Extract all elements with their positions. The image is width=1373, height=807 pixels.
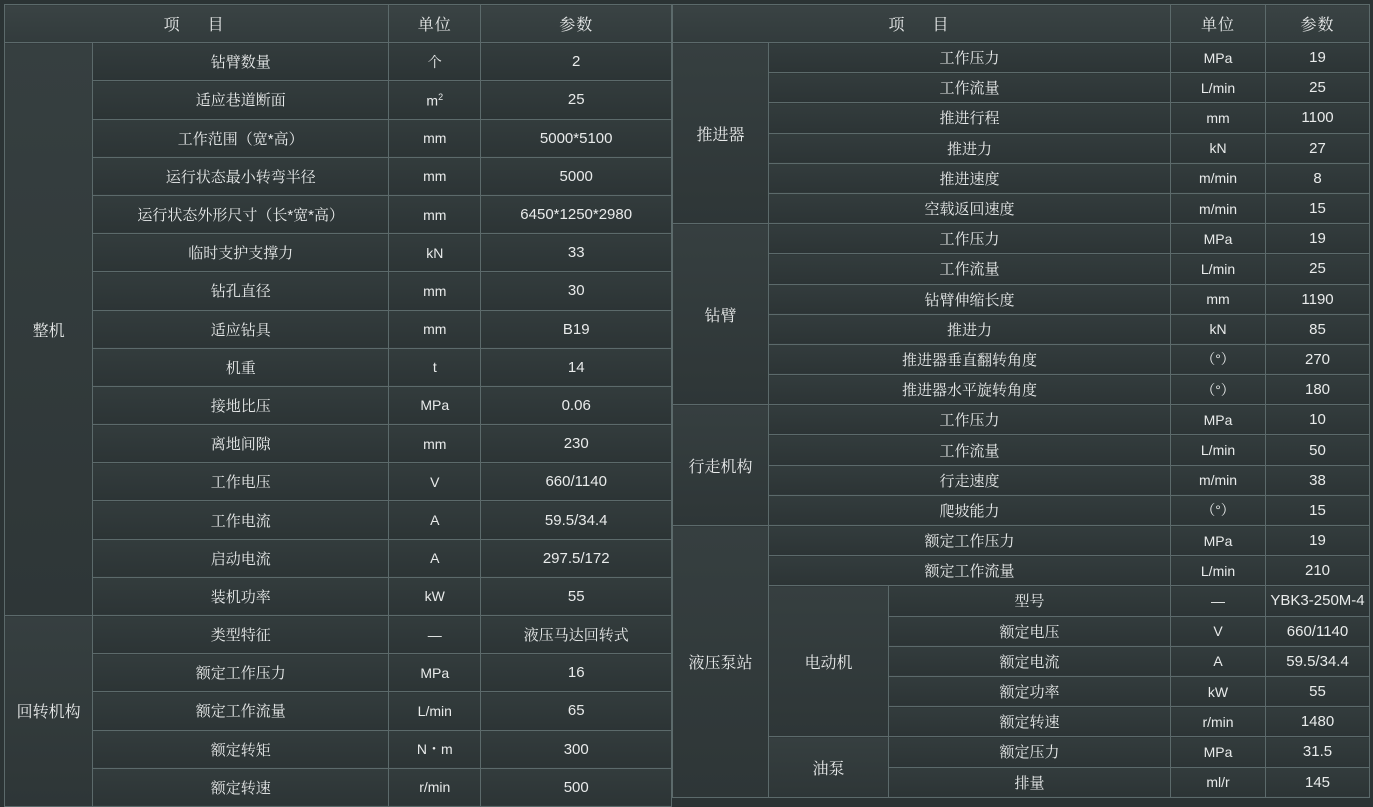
param-label-cell: 排量: [889, 767, 1171, 797]
param-label-cell: 额定工作压力: [769, 526, 1171, 556]
param-value-cell: 15: [1266, 495, 1370, 525]
table-header-row: [5, 5, 672, 43]
param-value-cell: 19: [1266, 224, 1370, 254]
table-row: [673, 526, 1370, 556]
unit-cell: kN: [389, 234, 481, 272]
param-value-cell: 5000*5100: [481, 119, 672, 157]
table-row: [5, 768, 672, 806]
param-value-cell: 145: [1266, 767, 1370, 797]
param-label-cell: 推进力: [769, 314, 1171, 344]
param-label-cell: 额定电流: [889, 646, 1171, 676]
unit-cell: kW: [1171, 676, 1266, 706]
param-label-cell: 钻孔直径: [93, 272, 389, 310]
unit-cell: A: [389, 539, 481, 577]
param-value-cell: 85: [1266, 314, 1370, 344]
unit-cell: m/min: [1171, 193, 1266, 223]
table-row: [673, 344, 1370, 374]
header-param-cell: 参数: [481, 5, 672, 43]
param-label-cell: 额定转矩: [93, 730, 389, 768]
param-label-cell: 临时支护支撑力: [93, 234, 389, 272]
param-label-cell: 工作范围（宽*高）: [93, 119, 389, 157]
param-value-cell: 180: [1266, 375, 1370, 405]
param-label-cell: 工作压力: [769, 43, 1171, 73]
param-label-cell: 额定工作压力: [93, 654, 389, 692]
param-value-cell: 15: [1266, 193, 1370, 223]
param-value-cell: 31.5: [1266, 737, 1370, 767]
param-label-cell: 额定转速: [93, 768, 389, 806]
param-value-cell: 0.06: [481, 386, 672, 424]
param-value-cell: 液压马达回转式: [481, 616, 672, 654]
table-row: [5, 539, 672, 577]
unit-cell: mm: [1171, 284, 1266, 314]
unit-cell: $m^2$: [389, 81, 481, 119]
table-row: [5, 43, 672, 81]
unit-superscript: 2: [438, 91, 444, 102]
param-value-cell: B19: [481, 310, 672, 348]
param-value-cell: 1190: [1266, 284, 1370, 314]
unit-cell: N・m: [389, 730, 481, 768]
unit-cell: —: [1171, 586, 1266, 616]
table-row: [673, 586, 1370, 616]
param-value-cell: 660/1140: [481, 463, 672, 501]
param-value-cell: 30: [481, 272, 672, 310]
subgroup-label-cell: 电动机: [769, 586, 889, 737]
param-label-cell: 钻臂数量: [93, 43, 389, 81]
param-label-cell: 推进力: [769, 133, 1171, 163]
param-label-cell: 接地比压: [93, 386, 389, 424]
unit-cell: MPa: [1171, 43, 1266, 73]
unit-cell: （°）: [1171, 344, 1266, 374]
param-label-cell: 推进器垂直翻转角度: [769, 344, 1171, 374]
right-spec-table-wrap: [672, 0, 1373, 803]
unit-cell: mm: [389, 272, 481, 310]
param-value-cell: 1100: [1266, 103, 1370, 133]
param-label-cell: 类型特征: [93, 616, 389, 654]
unit-cell: V: [1171, 616, 1266, 646]
param-label-cell: 启动电流: [93, 539, 389, 577]
param-label-cell: 适应巷道断面: [93, 81, 389, 119]
param-value-cell: 65: [481, 692, 672, 730]
param-value-cell: 5000: [481, 157, 672, 195]
table-row: [5, 348, 672, 386]
unit-cell: m/min: [1171, 465, 1266, 495]
unit-cell: L/min: [1171, 254, 1266, 284]
unit-cell: m/min: [1171, 163, 1266, 193]
param-value-cell: 2: [481, 43, 672, 81]
header-item-cell: 项 目: [673, 5, 1171, 43]
unit-cell: MPa: [1171, 737, 1266, 767]
unit-cell: MPa: [389, 654, 481, 692]
table-row: [5, 81, 672, 119]
param-label-cell: 工作流量: [769, 254, 1171, 284]
header-item-cell: 项 目: [5, 5, 389, 43]
unit-cell: MPa: [1171, 224, 1266, 254]
param-label-cell: 工作压力: [769, 405, 1171, 435]
param-label-cell: 工作流量: [769, 435, 1171, 465]
param-label-cell: 钻臂伸缩长度: [769, 284, 1171, 314]
group-label-cell: 回转机构: [5, 616, 93, 807]
param-value-cell: 6450*1250*2980: [481, 195, 672, 233]
param-label-cell: 离地间隙: [93, 425, 389, 463]
unit-cell: mm: [389, 157, 481, 195]
unit-cell: r/min: [1171, 707, 1266, 737]
unit-cell: mm: [389, 119, 481, 157]
param-value-cell: 19: [1266, 526, 1370, 556]
param-value-cell: 55: [1266, 676, 1370, 706]
unit-cell: ml/r: [1171, 767, 1266, 797]
param-value-cell: 59.5/34.4: [481, 501, 672, 539]
param-label-cell: 工作流量: [769, 73, 1171, 103]
param-label-cell: 推进器水平旋转角度: [769, 375, 1171, 405]
param-value-cell: 25: [1266, 73, 1370, 103]
table-row: [673, 556, 1370, 586]
param-value-cell: 1480: [1266, 707, 1370, 737]
group-label-cell: 整机: [5, 43, 93, 616]
param-label-cell: 工作电压: [93, 463, 389, 501]
unit-cell: （°）: [1171, 495, 1266, 525]
param-value-cell: 38: [1266, 465, 1370, 495]
table-header-row: [673, 5, 1370, 43]
param-value-cell: 10: [1266, 405, 1370, 435]
left-spec-table-wrap: [0, 0, 672, 803]
table-row: [5, 119, 672, 157]
table-row: [5, 234, 672, 272]
unit-cell: V: [389, 463, 481, 501]
param-value-cell: 660/1140: [1266, 616, 1370, 646]
unit-cell: （°）: [1171, 375, 1266, 405]
param-value-cell: 25: [1266, 254, 1370, 284]
unit-cell: A: [389, 501, 481, 539]
param-value-cell: 33: [481, 234, 672, 272]
table-row: [5, 577, 672, 615]
table-row: [5, 157, 672, 195]
subgroup-label-cell: 油泵: [769, 737, 889, 797]
table-row: [5, 386, 672, 424]
group-label-cell: 推进器: [673, 43, 769, 224]
param-label-cell: 运行状态外形尺寸（长*宽*高）: [93, 195, 389, 233]
param-label-cell: 额定工作流量: [769, 556, 1171, 586]
table-row: [673, 465, 1370, 495]
table-row: [5, 310, 672, 348]
param-value-cell: 230: [481, 425, 672, 463]
table-row: [5, 730, 672, 768]
table-row: [5, 616, 672, 654]
table-row: [5, 654, 672, 692]
param-value-cell: 270: [1266, 344, 1370, 374]
table-row: [5, 501, 672, 539]
right-spec-table: [672, 4, 1370, 798]
param-value-cell: 59.5/34.4: [1266, 646, 1370, 676]
left-table-body: [5, 5, 672, 807]
table-row: [673, 284, 1370, 314]
unit-cell: L/min: [389, 692, 481, 730]
table-row: [673, 133, 1370, 163]
table-row: [5, 692, 672, 730]
param-value-cell: 25: [481, 81, 672, 119]
unit-cell: mm: [389, 310, 481, 348]
table-row: [5, 463, 672, 501]
param-label-cell: 装机功率: [93, 577, 389, 615]
table-row: [673, 435, 1370, 465]
unit-cell: mm: [389, 425, 481, 463]
param-value-cell: 16: [481, 654, 672, 692]
param-label-cell: 行走速度: [769, 465, 1171, 495]
param-value-cell: YBK3-250M-4: [1266, 586, 1370, 616]
unit-cell: L/min: [1171, 73, 1266, 103]
table-row: [673, 254, 1370, 284]
header-param-cell: 参数: [1266, 5, 1370, 43]
param-label-cell: 机重: [93, 348, 389, 386]
right-table-body: [673, 5, 1370, 798]
unit-cell: A: [1171, 646, 1266, 676]
table-row: [5, 195, 672, 233]
unit-cell: kN: [1171, 314, 1266, 344]
param-value-cell: 300: [481, 730, 672, 768]
table-row: [673, 495, 1370, 525]
param-label-cell: 额定压力: [889, 737, 1171, 767]
unit-cell: kN: [1171, 133, 1266, 163]
table-row: [673, 375, 1370, 405]
param-value-cell: 14: [481, 348, 672, 386]
param-value-cell: 55: [481, 577, 672, 615]
unit-cell: r/min: [389, 768, 481, 806]
group-label-cell: 行走机构: [673, 405, 769, 526]
unit-cell: MPa: [1171, 526, 1266, 556]
unit-cell: mm: [389, 195, 481, 233]
unit-cell: —: [389, 616, 481, 654]
table-row: [673, 737, 1370, 767]
param-label-cell: 空载返回速度: [769, 193, 1171, 223]
table-row: [673, 43, 1370, 73]
unit-cell: MPa: [1171, 405, 1266, 435]
group-label-cell: 钻臂: [673, 224, 769, 405]
table-row: [673, 163, 1370, 193]
header-unit-cell: 单位: [1171, 5, 1266, 43]
unit-cell: mm: [1171, 103, 1266, 133]
param-label-cell: 适应钻具: [93, 310, 389, 348]
param-value-cell: 297.5/172: [481, 539, 672, 577]
param-value-cell: 210: [1266, 556, 1370, 586]
unit-cell: kW: [389, 577, 481, 615]
group-label-cell: 液压泵站: [673, 526, 769, 798]
param-label-cell: 额定电压: [889, 616, 1171, 646]
param-label-cell: 额定转速: [889, 707, 1171, 737]
table-row: [673, 224, 1370, 254]
unit-cell: L/min: [1171, 435, 1266, 465]
param-value-cell: 19: [1266, 43, 1370, 73]
param-value-cell: 50: [1266, 435, 1370, 465]
param-label-cell: 工作电流: [93, 501, 389, 539]
left-spec-table: [4, 4, 672, 807]
table-row: [673, 73, 1370, 103]
param-label-cell: 额定功率: [889, 676, 1171, 706]
param-label-cell: 推进速度: [769, 163, 1171, 193]
unit-cell: t: [389, 348, 481, 386]
param-label-cell: 爬坡能力: [769, 495, 1171, 525]
table-row: [5, 272, 672, 310]
unit-cell: L/min: [1171, 556, 1266, 586]
param-value-cell: 500: [481, 768, 672, 806]
header-unit-cell: 单位: [389, 5, 481, 43]
param-value-cell: 8: [1266, 163, 1370, 193]
param-label-cell: 运行状态最小转弯半径: [93, 157, 389, 195]
param-value-cell: 27: [1266, 133, 1370, 163]
table-row: [673, 314, 1370, 344]
param-label-cell: 工作压力: [769, 224, 1171, 254]
param-label-cell: 额定工作流量: [93, 692, 389, 730]
table-row: [673, 103, 1370, 133]
unit-cell: 个: [389, 43, 481, 81]
param-label-cell: 型号: [889, 586, 1171, 616]
param-label-cell: 推进行程: [769, 103, 1171, 133]
table-row: [673, 193, 1370, 223]
table-row: [5, 425, 672, 463]
table-row: [673, 405, 1370, 435]
unit-cell: MPa: [389, 386, 481, 424]
